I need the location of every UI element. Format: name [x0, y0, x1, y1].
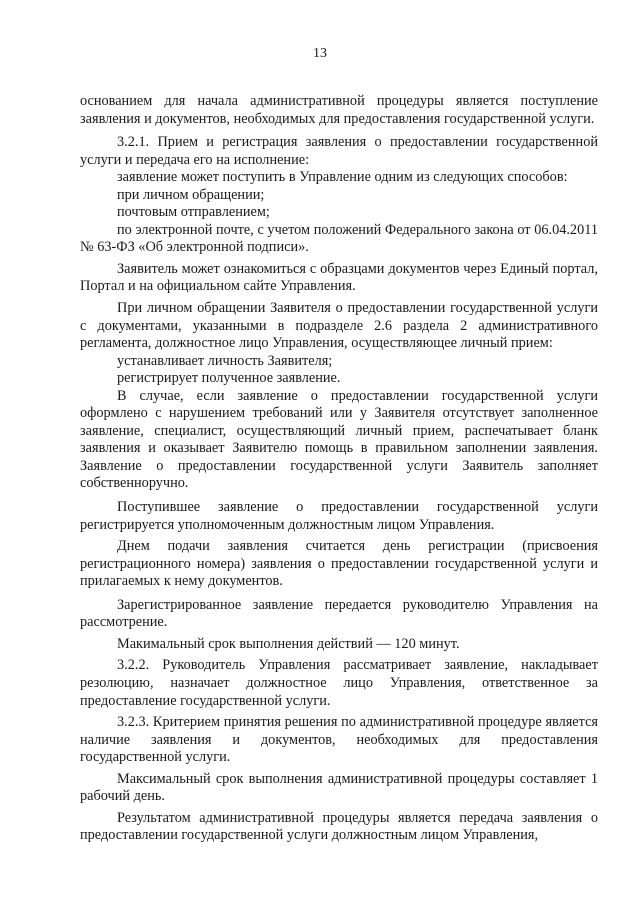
paragraph: Поступившее заявление о предоставлении государственной услуги регистрируется уполномоченным должностным лицом Управления. — [80, 499, 598, 533]
paragraph: 3.2.2. Руководитель Управления рассматривает заявление, накладывает резолюцию, назначает должностное лицо Управления, ответственное за предоставление государственной услуги. — [80, 657, 598, 709]
paragraph: при личном обращении; — [117, 186, 265, 203]
paragraph: 3.2.1. Прием и регистрация заявления о предоставлении государственной услуги и передача его на исполнение: — [80, 134, 598, 168]
page-number: 13 — [313, 46, 327, 61]
paragraph: по электронной почте, с учетом положений Федерального закона от 06.04.2011 № 63-ФЗ «Об электронной подписи». — [80, 221, 598, 256]
paragraph: Результатом административной процедуры является передача заявления о предоставлении государственной услуги должностным лицом Управления, — [80, 809, 598, 844]
paragraph: Зарегистрированное заявление передается руководителю Управления на рассмотрение. — [80, 596, 598, 631]
paragraph: В случае, если заявление о предоставлении государственной услуги оформлено с нарушением требований или у Заявителя отсутствует заполненное заявление, специалист, осуществляющий личный прием, распечатывает бланк заявления и оказывает Заявителю помощь в правильном заполнении заявления. Заявление о предоставлении государственной услуги Заявитель заполняет собственноручно. — [80, 387, 598, 492]
paragraph: 3.2.3. Критерием принятия решения по административной процедуре является наличие заявления и документов, необходимых для предоставления государственной услуги. — [80, 714, 598, 766]
document-body — [80, 93, 598, 845]
paragraph: почтовым отправлением; — [117, 204, 270, 221]
paragraph: Макимальный срок выполнения действий — 120 минут. — [117, 635, 460, 652]
paragraph: заявление может поступить в Управление одним из следующих способов: — [117, 169, 568, 186]
paragraph: устанавливает личность Заявителя; — [117, 352, 333, 369]
paragraph: Максимальный срок выполнения административной процедуры составляет 1 рабочий день. — [80, 770, 598, 805]
paragraph: основанием для начала административной процедуры является поступление заявления и документов, необходимых для предоставления государственной услуги. — [80, 93, 598, 127]
paragraph: Днем подачи заявления считается день регистрации (присвоения регистрационного номера) заявления о предоставлении государственной услуги и прилагаемых к нему документов. — [80, 538, 598, 590]
paragraph: При личном обращении Заявителя о предоставлении государственной услуги с документами, указанными в подразделе 2.6 раздела 2 административного регламента, должностное лицо Управления, осуществляющее личный прием: — [80, 300, 598, 352]
paragraph: регистрирует полученное заявление. — [117, 370, 341, 387]
paragraph: Заявитель может ознакомиться с образцами документов через Единый портал, Портал и на официальном сайте Управления. — [80, 260, 598, 295]
